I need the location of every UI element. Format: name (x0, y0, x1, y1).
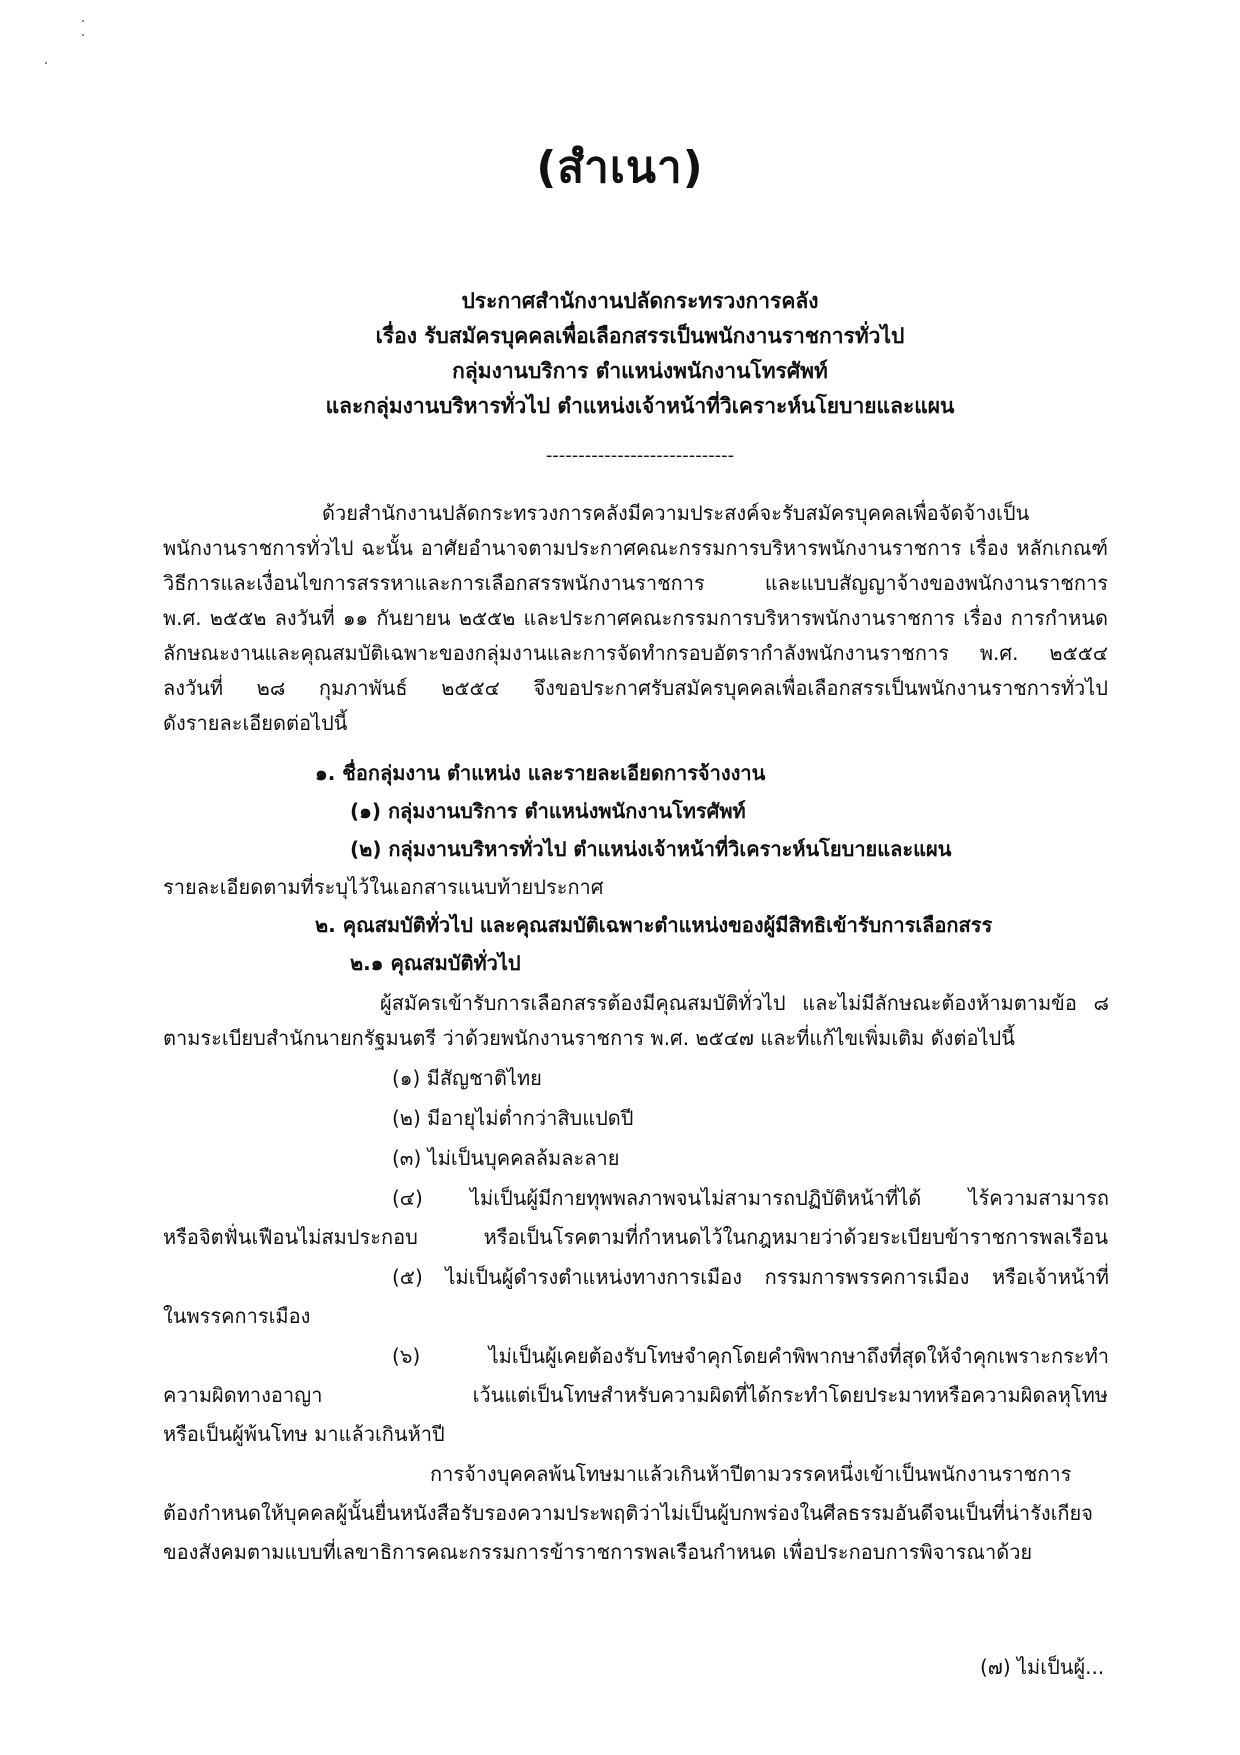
item-6-note-line: การจ้างบุคคลพ้นโทษมาแล้วเกินห้าปีตามวรรคหนึ่งเข้าเป็นพนักงานราชการ (430, 1462, 1072, 1486)
qualification-item: (๒) มีอายุไม่ต่ำกว่าสิบแปดปี (392, 1106, 634, 1130)
scan-speck (45, 62, 47, 64)
announcement-subject-line: เรื่อง รับสมัครบุคคลเพื่อเลือกสรรเป็นพนักงานราชการทั่วไป (375, 324, 905, 348)
continuation-marker: (๗) ไม่เป็นผู้... (980, 1655, 1105, 1679)
intro-line: พ.ศ. ๒๕๕๒ ลงวันที่ ๑๑ กันยายน ๒๕๕๒ และประกาศคณะกรรมการบริหารพนักงานราชการ เรื่อง การกำหนด (163, 606, 1108, 630)
intro-line: ลักษณะงานและคุณสมบัติเฉพาะของกลุ่มงานและการจัดทำกรอบอัตรากำลังพนักงานราชการ พ.ศ. ๒๕๕๔ (163, 641, 1108, 665)
section-2-title: ๒. คุณสมบัติทั่วไป และคุณสมบัติเฉพาะตำแหน่งของผู้มีสิทธิเข้ารับการเลือกสรร (315, 913, 993, 937)
qualification-item-6-cont: หรือเป็นผู้พ้นโทษ มาแล้วเกินห้าปี (163, 1422, 445, 1446)
section-2-intro-line: ผู้สมัครเข้ารับการเลือกสรรต้องมีคุณสมบัติทั่วไป และไม่มีลักษณะต้องห้ามตามข้อ ๘ (380, 991, 1109, 1015)
announcement-heading-line: ประกาศสำนักงานปลัดกระทรวงการคลัง (461, 289, 819, 313)
intro-line: พนักงานราชการทั่วไป ฉะนั้น อาศัยอำนาจตามประกาศคณะกรรมการบริหารพนักงานราชการ เรื่อง หลักเกณฑ์ (163, 536, 1108, 560)
qualification-item-5-cont: ในพรรคการเมือง (163, 1304, 311, 1328)
qualification-item-6-cont: ความผิดทางอาญา เว้นแต่เป็นโทษสำหรับความผิดที่ได้กระทำโดยประมาทหรือความผิดลหุโทษ (163, 1383, 1108, 1407)
intro-line: ดังรายละเอียดต่อไปนี้ (163, 711, 348, 735)
section-1-item: (๒) กลุ่มงานบริหารทั่วไป ตำแหน่งเจ้าหน้าที่วิเคราะห์นโยบายและแผน (350, 837, 952, 861)
section-2-1-title: ๒.๑ คุณสมบัติทั่วไป (350, 951, 521, 975)
announcement-heading-line: และกลุ่มงานบริหารทั่วไป ตำแหน่งเจ้าหน้าที่วิเคราะห์นโยบายและแผน (325, 394, 955, 418)
announcement-heading-line: กลุ่มงานบริการ ตำแหน่งพนักงานโทรศัพท์ (452, 359, 828, 383)
scan-speck (82, 34, 84, 36)
section-1-item: (๑) กลุ่มงานบริการ ตำแหน่งพนักงานโทรศัพท์ (350, 799, 746, 823)
copy-stamp-title: (สำเนา) (536, 142, 704, 193)
intro-line: วิธีการและเงื่อนไขการสรรหาและการเลือกสรรพนักงานราชการ และแบบสัญญาจ้างของพนักงานราชการ (163, 571, 1108, 595)
intro-line: ด้วยสำนักงานปลัดกระทรวงการคลังมีความประสงค์จะรับสมัครบุคคลเพื่อจัดจ้างเป็น (322, 501, 1030, 525)
item-6-note-line: ต้องกำหนดให้บุคคลผู้นั้นยื่นหนังสือรับรองความประพฤติว่าไม่เป็นผู้บกพร่องในศีลธรรมอันดีจนเป็นที่น่ารังเกียจ (163, 1501, 1093, 1525)
qualification-item-4-cont: หรือจิตฟั่นเฟือนไม่สมประกอบ หรือเป็นโรคตามที่กำหนดไว้ในกฎหมายว่าด้วยระเบียบข้าราชการพลเรือน (163, 1225, 1108, 1249)
section-2-intro-line: ตามระเบียบสำนักนายกรัฐมนตรี ว่าด้วยพนักงานราชการ พ.ศ. ๒๕๔๗ และที่แก้ไขเพิ่มเติม ดังต่อไปนี้ (163, 1026, 1015, 1050)
scan-speck (82, 20, 84, 22)
qualification-item-4: (๔) ไม่เป็นผู้มีกายทุพพลภาพจนไม่สามารถปฏิบัติหน้าที่ได้ ไร้ความสามารถ (392, 1186, 1109, 1210)
intro-line: ลงวันที่ ๒๘ กุมภาพันธ์ ๒๕๕๔ จึงขอประกาศรับสมัครบุคคลเพื่อเลือกสรรเป็นพนักงานราชการทั่วไป (163, 676, 1108, 700)
qualification-item-6: (๖) ไม่เป็นผู้เคยต้องรับโทษจำคุกโดยคำพิพากษาถึงที่สุดให้จำคุกเพราะกระทำ (392, 1344, 1109, 1368)
section-1-note: รายละเอียดตามที่ระบุไว้ในเอกสารแนบท้ายประกาศ (163, 875, 604, 899)
separator-line: ----------------------------- (545, 445, 735, 466)
qualification-item: (๑) มีสัญชาติไทย (392, 1066, 542, 1090)
qualification-item: (๓) ไม่เป็นบุคคลล้มละลาย (392, 1146, 620, 1170)
section-1-title: ๑. ชื่อกลุ่มงาน ตำแหน่ง และรายละเอียดการจ้างงาน (315, 761, 766, 785)
qualification-item-5: (๕) ไม่เป็นผู้ดำรงตำแหน่งทางการเมือง กรรมการพรรคการเมือง หรือเจ้าหน้าที่ (392, 1265, 1109, 1289)
item-6-note-line: ของสังคมตามแบบที่เลขาธิการคณะกรรมการข้าราชการพลเรือนกำหนด เพื่อประกอบการพิจารณาด้วย (163, 1540, 1033, 1564)
